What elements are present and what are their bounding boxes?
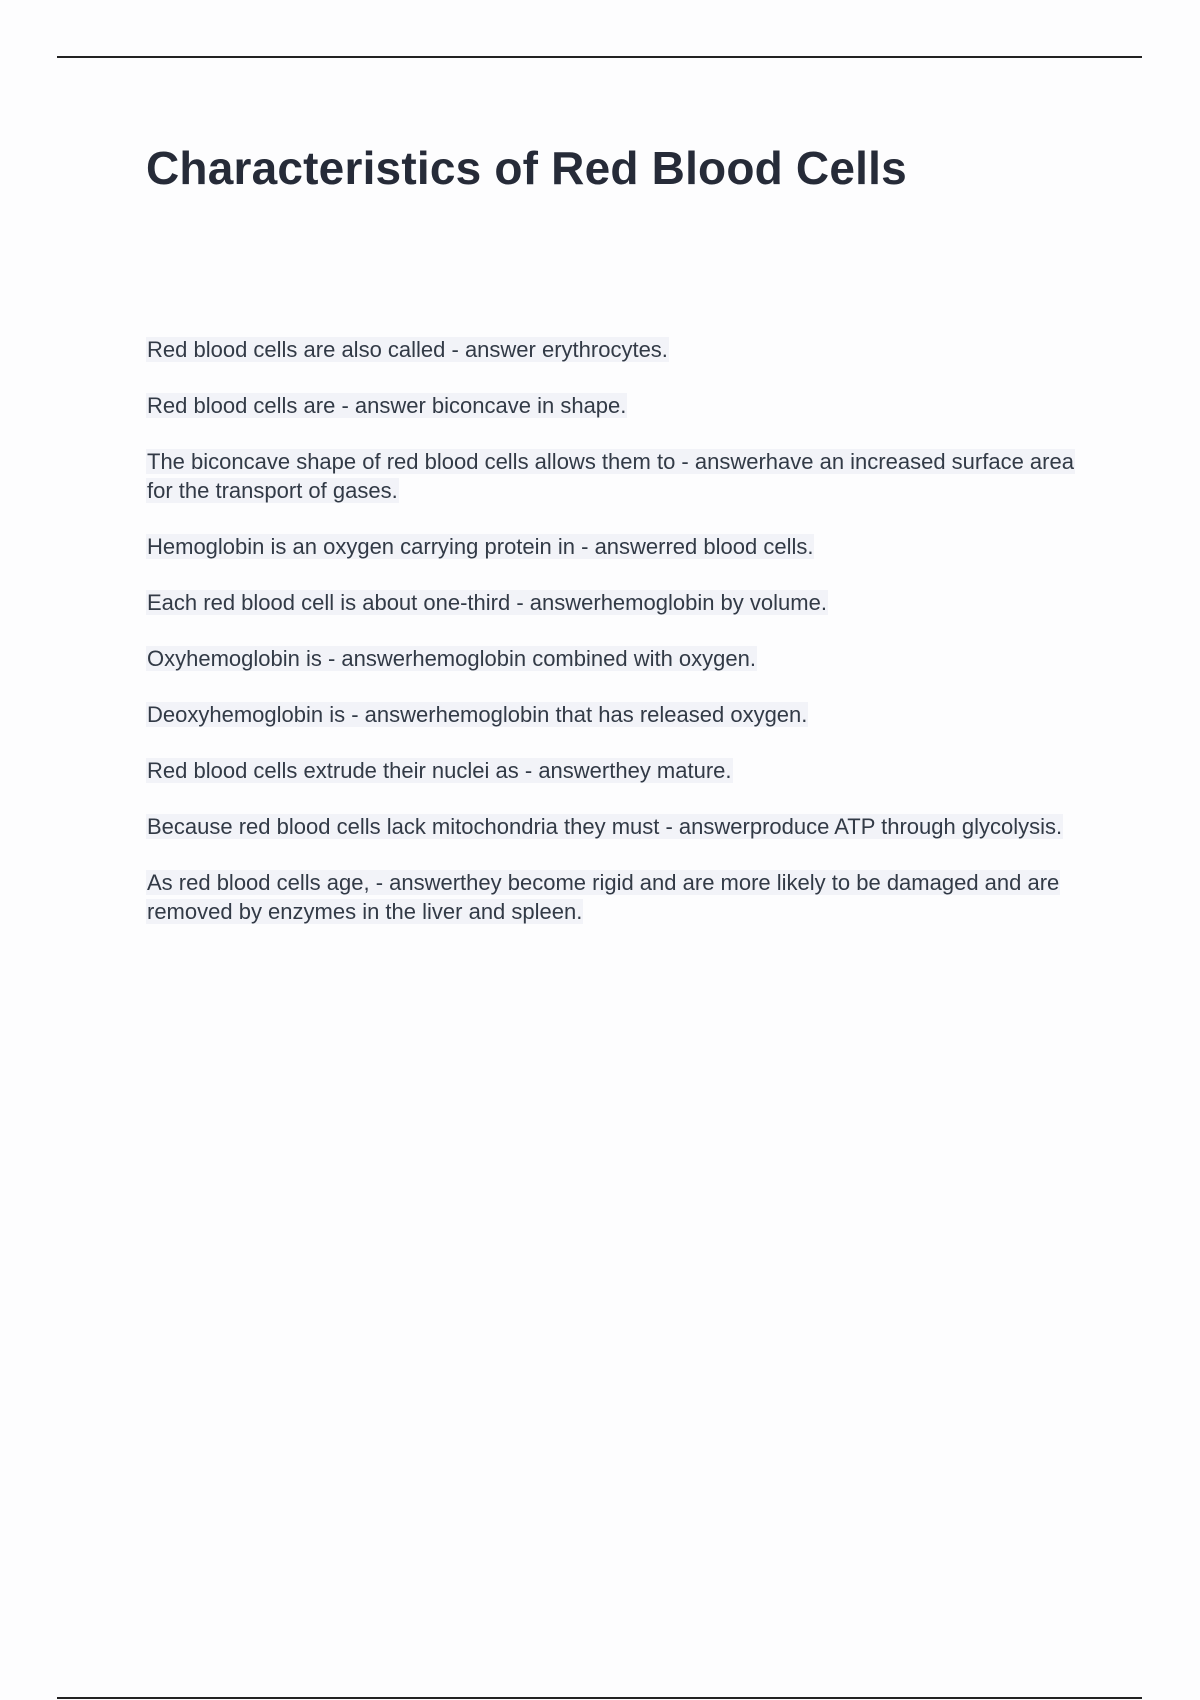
qa-text: Red blood cells extrude their nuclei as - answerthey mature. — [147, 758, 732, 783]
list-item — [146, 700, 1081, 729]
qa-text: Red blood cells are also called - answer erythrocytes. — [147, 337, 668, 362]
qa-text: Each red blood cell is about one-third - answerhemoglobin by volume. — [147, 590, 827, 615]
top-rule — [57, 56, 1142, 58]
list-item — [146, 447, 1081, 505]
qa-list — [146, 335, 1081, 926]
list-item — [146, 868, 1081, 926]
list-item — [146, 644, 1081, 673]
qa-text: Deoxyhemoglobin is - answerhemoglobin that has released oxygen. — [147, 702, 808, 727]
page-title: Characteristics of Red Blood Cells — [146, 142, 907, 194]
qa-text: Oxyhemoglobin is - answerhemoglobin combined with oxygen. — [147, 646, 756, 671]
list-item — [146, 756, 1081, 785]
document-body — [146, 140, 1081, 953]
qa-text: Hemoglobin is an oxygen carrying protein in - answerred blood cells. — [147, 534, 814, 559]
list-item — [146, 812, 1081, 841]
list-item — [146, 391, 1081, 420]
qa-text: As red blood cells age, - answerthey become rigid and are more likely to be damaged and are removed by enzymes in the liver and spleen. — [147, 870, 1060, 924]
list-item — [146, 588, 1081, 617]
qa-text: Because red blood cells lack mitochondria they must - answerproduce ATP through glycolysis. — [147, 814, 1063, 839]
list-item — [146, 335, 1081, 364]
list-item — [146, 532, 1081, 561]
qa-text: Red blood cells are - answer biconcave in shape. — [147, 393, 627, 418]
bottom-rule — [57, 1697, 1142, 1699]
qa-text: The biconcave shape of red blood cells allows them to - answerhave an increased surface area for the transport of gases. — [147, 449, 1074, 503]
